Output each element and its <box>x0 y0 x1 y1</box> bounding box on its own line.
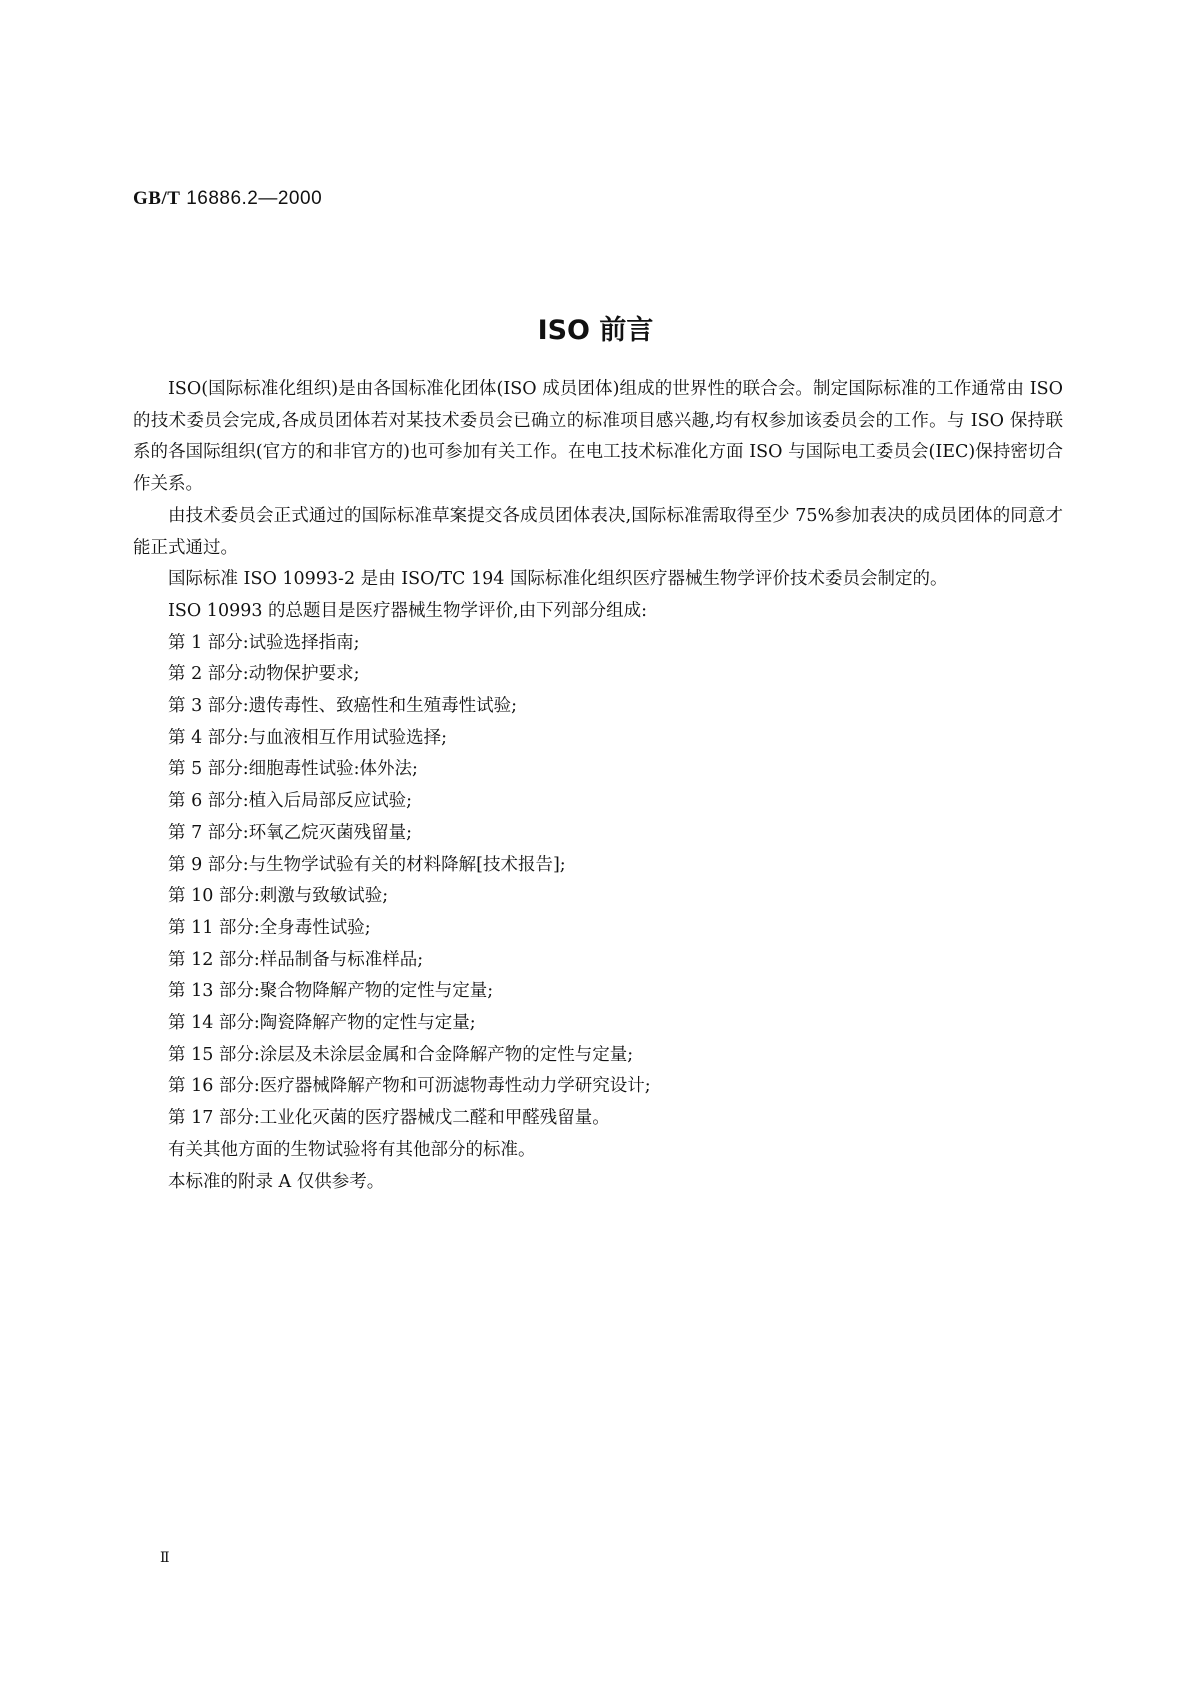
list-item: 第 16 部分:医疗器械降解产物和可沥滤物毒性动力学研究设计; <box>168 1076 651 1097</box>
list-item: 第 10 部分:刺激与致敏试验; <box>168 886 389 907</box>
list-item: 第 12 部分:样品制备与标准样品; <box>168 949 424 970</box>
list-item: 第 3 部分:遗传毒性、致癌性和生殖毒性试验; <box>168 696 518 717</box>
closing-annex-note: 本标准的附录 A 仅供参考。 <box>168 1171 385 1192</box>
list-item: 第 5 部分:细胞毒性试验:体外法; <box>168 759 418 780</box>
list-item: 第 4 部分:与血液相互作用试验选择; <box>168 727 448 748</box>
paragraph-tc194: 国际标准 ISO 10993-2 是由 ISO/TC 194 国际标准化组织医疗器械生物学评价技术委员会制定的。 <box>168 569 948 590</box>
list-item: 第 6 部分:植入后局部反应试验; <box>168 791 413 812</box>
list-item: 第 1 部分:试验选择指南; <box>168 632 360 653</box>
list-intro: ISO 10993 的总题目是医疗器械生物学评价,由下列部分组成: <box>168 600 648 621</box>
standard-code-prefix: GB/T <box>133 188 181 209</box>
standard-code-number: 16886.2—2000 <box>186 188 323 209</box>
list-item: 第 2 部分:动物保护要求; <box>168 664 360 685</box>
list-item: 第 17 部分:工业化灭菌的医疗器械戊二醛和甲醛残留量。 <box>168 1108 610 1129</box>
page-title: ISO 前言 <box>537 315 654 346</box>
closing-other-parts: 有关其他方面的生物试验将有其他部分的标准。 <box>168 1139 536 1160</box>
list-item: 第 9 部分:与生物学试验有关的材料降解[技术报告]; <box>168 854 566 875</box>
list-item: 第 7 部分:环氧乙烷灭菌残留量; <box>168 822 413 843</box>
parts-list <box>133 628 1063 1135</box>
standard-code <box>133 188 322 210</box>
list-item: 第 13 部分:聚合物降解产物的定性与定量; <box>168 981 494 1002</box>
page-number: Ⅱ <box>160 1551 170 1566</box>
list-item: 第 11 部分:全身毒性试验; <box>168 917 371 938</box>
paragraph-voting: 由技术委员会正式通过的国际标准草案提交各成员团体表决,国际标准需取得至少 75%参加表决的成员团体的同意才能正式通过。 <box>133 505 1063 558</box>
list-item: 第 14 部分:陶瓷降解产物的定性与定量; <box>168 1013 476 1034</box>
document-body <box>133 374 1063 1198</box>
list-item: 第 15 部分:涂层及未涂层金属和合金降解产物的定性与定量; <box>168 1044 634 1065</box>
paragraph-iso-intro: ISO(国际标准化组织)是由各国标准化团体(ISO 成员团体)组成的世界性的联合会。制定国际标准的工作通常由 ISO 的技术委员会完成,各成员团体若对某技术委员会已确立的标准项目感兴趣,均有权参加该委员会的工作。与 ISO 保持联系的各国际组织(官方的和非官方的)也可参加有关工作。在电工技术标准化方面 ISO 与国际电工委员会(IEC)保持密切合作关系。 <box>133 379 1063 495</box>
